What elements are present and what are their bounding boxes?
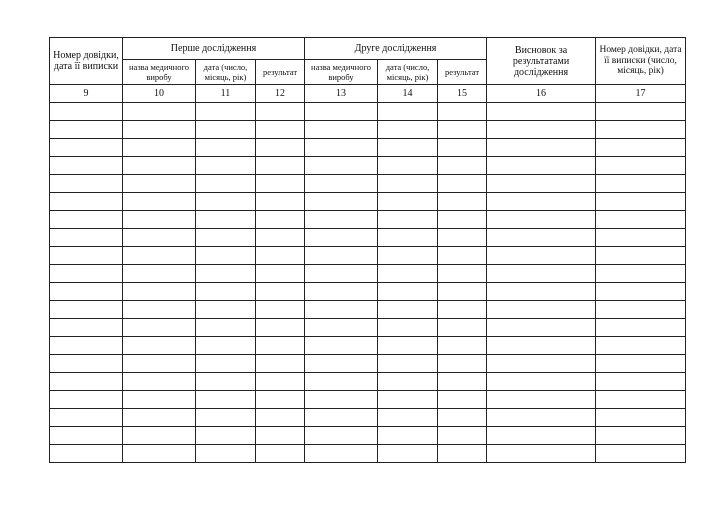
empty-cell[interactable] <box>50 139 123 157</box>
empty-cell[interactable] <box>305 247 378 265</box>
empty-cell[interactable] <box>487 247 596 265</box>
column-number: 13 <box>305 85 378 103</box>
empty-cell[interactable] <box>196 301 256 319</box>
empty-cell[interactable] <box>596 247 686 265</box>
empty-cell[interactable] <box>305 193 378 211</box>
empty-cell[interactable] <box>123 193 196 211</box>
empty-cell[interactable] <box>438 409 487 427</box>
empty-cell[interactable] <box>378 445 438 463</box>
empty-cell[interactable] <box>50 193 123 211</box>
empty-cell[interactable] <box>438 445 487 463</box>
empty-cell[interactable] <box>50 175 123 193</box>
empty-cell[interactable] <box>596 409 686 427</box>
register-table <box>49 37 686 463</box>
empty-cell[interactable] <box>438 121 487 139</box>
empty-cell[interactable] <box>196 355 256 373</box>
table-row <box>50 121 686 139</box>
empty-cell[interactable] <box>196 103 256 121</box>
empty-cell[interactable] <box>487 211 596 229</box>
empty-cell[interactable] <box>256 139 305 157</box>
empty-cell[interactable] <box>123 445 196 463</box>
table-row <box>50 211 686 229</box>
empty-cell[interactable] <box>196 247 256 265</box>
empty-cell[interactable] <box>378 211 438 229</box>
empty-cell[interactable] <box>487 193 596 211</box>
empty-cell[interactable] <box>196 265 256 283</box>
empty-cell[interactable] <box>50 103 123 121</box>
empty-cell[interactable] <box>596 373 686 391</box>
empty-cell[interactable] <box>487 409 596 427</box>
empty-cell[interactable] <box>50 355 123 373</box>
empty-cell[interactable] <box>305 445 378 463</box>
empty-cell[interactable] <box>196 337 256 355</box>
empty-cell[interactable] <box>438 283 487 301</box>
empty-cell[interactable] <box>256 175 305 193</box>
empty-cell[interactable] <box>487 445 596 463</box>
empty-cell[interactable] <box>438 373 487 391</box>
empty-cell[interactable] <box>256 355 305 373</box>
empty-cell[interactable] <box>378 121 438 139</box>
empty-cell[interactable] <box>305 229 378 247</box>
empty-cell[interactable] <box>487 391 596 409</box>
empty-cell[interactable] <box>596 121 686 139</box>
empty-cell[interactable] <box>438 229 487 247</box>
empty-cell[interactable] <box>123 175 196 193</box>
empty-cell[interactable] <box>487 175 596 193</box>
table-row <box>50 355 686 373</box>
empty-cell[interactable] <box>438 265 487 283</box>
empty-cell[interactable] <box>487 139 596 157</box>
table-row <box>50 409 686 427</box>
empty-cell[interactable] <box>50 301 123 319</box>
table-row <box>50 337 686 355</box>
table-row <box>50 247 686 265</box>
column-number: 10 <box>123 85 196 103</box>
empty-cell[interactable] <box>378 319 438 337</box>
empty-cell[interactable] <box>196 409 256 427</box>
empty-cell[interactable] <box>438 175 487 193</box>
empty-cell[interactable] <box>305 283 378 301</box>
empty-cell[interactable] <box>487 121 596 139</box>
header-col-10: назва медичного виробу <box>123 60 196 85</box>
empty-cell[interactable] <box>256 121 305 139</box>
empty-cell[interactable] <box>596 193 686 211</box>
empty-cell[interactable] <box>50 337 123 355</box>
column-number: 15 <box>438 85 487 103</box>
empty-cell[interactable] <box>305 265 378 283</box>
empty-cell[interactable] <box>50 283 123 301</box>
empty-cell[interactable] <box>123 355 196 373</box>
empty-cell[interactable] <box>123 229 196 247</box>
empty-cell[interactable] <box>487 337 596 355</box>
empty-cell[interactable] <box>196 229 256 247</box>
empty-cell[interactable] <box>378 265 438 283</box>
empty-cell[interactable] <box>487 301 596 319</box>
empty-cell[interactable] <box>305 175 378 193</box>
empty-cell[interactable] <box>378 139 438 157</box>
empty-cell[interactable] <box>487 319 596 337</box>
empty-cell[interactable] <box>256 193 305 211</box>
header-col-14: дата (число, місяць, рік) <box>378 60 438 85</box>
table-row <box>50 301 686 319</box>
empty-cell[interactable] <box>487 427 596 445</box>
empty-cell[interactable] <box>123 265 196 283</box>
header-col-12: результат <box>256 60 305 85</box>
empty-cell[interactable] <box>123 139 196 157</box>
table-row <box>50 283 686 301</box>
empty-cell[interactable] <box>596 211 686 229</box>
empty-cell[interactable] <box>196 427 256 445</box>
empty-cell[interactable] <box>378 103 438 121</box>
empty-cell[interactable] <box>378 409 438 427</box>
empty-cell[interactable] <box>123 391 196 409</box>
empty-cell[interactable] <box>596 355 686 373</box>
empty-cell[interactable] <box>256 103 305 121</box>
empty-cell[interactable] <box>305 139 378 157</box>
empty-cell[interactable] <box>596 103 686 121</box>
empty-cell[interactable] <box>438 337 487 355</box>
empty-cell[interactable] <box>256 319 305 337</box>
empty-cell[interactable] <box>305 121 378 139</box>
empty-cell[interactable] <box>256 301 305 319</box>
empty-cell[interactable] <box>50 247 123 265</box>
empty-cell[interactable] <box>50 427 123 445</box>
empty-cell[interactable] <box>596 445 686 463</box>
empty-cell[interactable] <box>196 283 256 301</box>
empty-cell[interactable] <box>256 409 305 427</box>
empty-cell[interactable] <box>378 355 438 373</box>
empty-cell[interactable] <box>196 391 256 409</box>
table-row <box>50 445 686 463</box>
empty-cell[interactable] <box>438 193 487 211</box>
empty-cell[interactable] <box>256 427 305 445</box>
empty-cell[interactable] <box>487 229 596 247</box>
empty-cell[interactable] <box>438 211 487 229</box>
empty-cell[interactable] <box>123 409 196 427</box>
empty-cell[interactable] <box>123 103 196 121</box>
table-row <box>50 157 686 175</box>
empty-cell[interactable] <box>50 409 123 427</box>
empty-cell[interactable] <box>305 211 378 229</box>
empty-cell[interactable] <box>256 337 305 355</box>
empty-cell[interactable] <box>196 193 256 211</box>
empty-cell[interactable] <box>256 229 305 247</box>
empty-cell[interactable] <box>596 139 686 157</box>
header-col-15: результат <box>438 60 487 85</box>
column-number: 9 <box>50 85 123 103</box>
column-number: 11 <box>196 85 256 103</box>
empty-cell[interactable] <box>438 301 487 319</box>
empty-cell[interactable] <box>123 121 196 139</box>
header-col-16: Висновок за результатами дослідження <box>487 38 596 85</box>
empty-cell[interactable] <box>438 391 487 409</box>
empty-cell[interactable] <box>378 373 438 391</box>
empty-cell[interactable] <box>378 229 438 247</box>
empty-cell[interactable] <box>305 337 378 355</box>
table-row <box>50 427 686 445</box>
table-row <box>50 391 686 409</box>
table-body <box>50 103 686 463</box>
empty-cell[interactable] <box>196 445 256 463</box>
empty-cell[interactable] <box>378 427 438 445</box>
empty-cell[interactable] <box>378 391 438 409</box>
empty-cell[interactable] <box>50 157 123 175</box>
empty-cell[interactable] <box>378 157 438 175</box>
empty-cell[interactable] <box>305 391 378 409</box>
table-row <box>50 139 686 157</box>
header-col-9: Номер довідки, дата її виписки <box>50 38 123 85</box>
empty-cell[interactable] <box>50 391 123 409</box>
column-number: 17 <box>596 85 686 103</box>
empty-cell[interactable] <box>378 301 438 319</box>
empty-cell[interactable] <box>378 175 438 193</box>
empty-cell[interactable] <box>123 283 196 301</box>
empty-cell[interactable] <box>305 103 378 121</box>
empty-cell[interactable] <box>50 229 123 247</box>
empty-cell[interactable] <box>256 445 305 463</box>
empty-cell[interactable] <box>123 427 196 445</box>
table-row <box>50 319 686 337</box>
empty-cell[interactable] <box>378 193 438 211</box>
empty-cell[interactable] <box>378 247 438 265</box>
empty-cell[interactable] <box>487 265 596 283</box>
empty-cell[interactable] <box>596 301 686 319</box>
table-row <box>50 103 686 121</box>
empty-cell[interactable] <box>305 427 378 445</box>
empty-cell[interactable] <box>596 319 686 337</box>
table-row <box>50 265 686 283</box>
empty-cell[interactable] <box>50 211 123 229</box>
empty-cell[interactable] <box>123 337 196 355</box>
table-row <box>50 373 686 391</box>
empty-cell[interactable] <box>487 355 596 373</box>
empty-cell[interactable] <box>438 319 487 337</box>
empty-cell[interactable] <box>378 283 438 301</box>
empty-cell[interactable] <box>305 301 378 319</box>
empty-cell[interactable] <box>50 265 123 283</box>
empty-cell[interactable] <box>50 319 123 337</box>
empty-cell[interactable] <box>438 157 487 175</box>
empty-cell[interactable] <box>596 391 686 409</box>
empty-cell[interactable] <box>305 319 378 337</box>
empty-cell[interactable] <box>305 373 378 391</box>
empty-cell[interactable] <box>123 211 196 229</box>
empty-cell[interactable] <box>596 175 686 193</box>
empty-cell[interactable] <box>305 355 378 373</box>
empty-cell[interactable] <box>123 157 196 175</box>
header-col-13: назва медичного виробу <box>305 60 378 85</box>
empty-cell[interactable] <box>305 409 378 427</box>
empty-cell[interactable] <box>256 265 305 283</box>
empty-cell[interactable] <box>487 283 596 301</box>
empty-cell[interactable] <box>487 157 596 175</box>
empty-cell[interactable] <box>196 211 256 229</box>
empty-cell[interactable] <box>596 427 686 445</box>
table-row <box>50 229 686 247</box>
empty-cell[interactable] <box>256 247 305 265</box>
empty-cell[interactable] <box>596 337 686 355</box>
empty-cell[interactable] <box>196 175 256 193</box>
table-row <box>50 193 686 211</box>
empty-cell[interactable] <box>438 103 487 121</box>
column-number: 16 <box>487 85 596 103</box>
empty-cell[interactable] <box>196 121 256 139</box>
empty-cell[interactable] <box>256 211 305 229</box>
empty-cell[interactable] <box>50 445 123 463</box>
empty-cell[interactable] <box>50 121 123 139</box>
header-group-first-study: Перше дослідження <box>123 38 305 60</box>
empty-cell[interactable] <box>50 373 123 391</box>
empty-cell[interactable] <box>256 391 305 409</box>
empty-cell[interactable] <box>596 283 686 301</box>
empty-cell[interactable] <box>438 247 487 265</box>
empty-cell[interactable] <box>256 283 305 301</box>
empty-cell[interactable] <box>256 157 305 175</box>
table-row <box>50 175 686 193</box>
empty-cell[interactable] <box>123 301 196 319</box>
empty-cell[interactable] <box>438 139 487 157</box>
empty-cell[interactable] <box>487 373 596 391</box>
header-col-17: Номер довідки, дата її виписки (число, місяць, рік) <box>596 38 686 85</box>
column-number: 14 <box>378 85 438 103</box>
empty-cell[interactable] <box>123 247 196 265</box>
empty-cell[interactable] <box>596 157 686 175</box>
header-col-11: дата (число, місяць, рік) <box>196 60 256 85</box>
empty-cell[interactable] <box>378 337 438 355</box>
empty-cell[interactable] <box>596 265 686 283</box>
header-group-second-study: Друге дослідження <box>305 38 487 60</box>
empty-cell[interactable] <box>305 157 378 175</box>
empty-cell[interactable] <box>256 373 305 391</box>
empty-cell[interactable] <box>123 373 196 391</box>
column-number-row <box>50 85 686 103</box>
empty-cell[interactable] <box>596 229 686 247</box>
empty-cell[interactable] <box>438 427 487 445</box>
empty-cell[interactable] <box>438 355 487 373</box>
column-number: 12 <box>256 85 305 103</box>
empty-cell[interactable] <box>196 373 256 391</box>
empty-cell[interactable] <box>196 319 256 337</box>
empty-cell[interactable] <box>196 139 256 157</box>
empty-cell[interactable] <box>196 157 256 175</box>
empty-cell[interactable] <box>487 103 596 121</box>
header-row-groups <box>50 38 686 60</box>
empty-cell[interactable] <box>123 319 196 337</box>
